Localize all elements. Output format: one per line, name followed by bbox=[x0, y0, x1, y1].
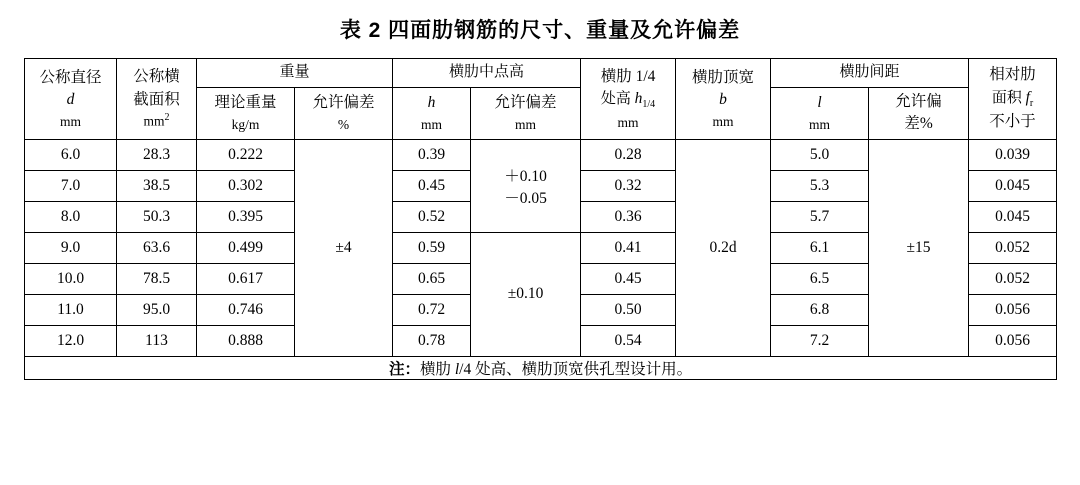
cell-area: 50.3 bbox=[117, 201, 197, 232]
header-quarter-height: 横肋 1/4 处高 $h_{1/4}$ mm bbox=[581, 59, 676, 140]
cell-theoretical-weight: 0.746 bbox=[197, 294, 295, 325]
cell-diameter: 6.0 bbox=[25, 139, 117, 170]
table-row bbox=[25, 139, 1057, 170]
cell-spacing: 6.5 bbox=[771, 263, 869, 294]
cell-spacing-tolerance: ±15 bbox=[869, 139, 969, 356]
cell-quarter-height: 0.28 bbox=[581, 139, 676, 170]
header-row-1 bbox=[25, 59, 1057, 88]
cell-mid-height: 0.59 bbox=[393, 232, 471, 263]
cell-relative-rib-area: 0.045 bbox=[969, 170, 1057, 201]
cell-top-width: 0.2d bbox=[676, 139, 771, 356]
cell-spacing: 5.7 bbox=[771, 201, 869, 232]
table-header bbox=[25, 59, 1057, 140]
cell-area: 113 bbox=[117, 325, 197, 356]
note-text-a: 横肋 bbox=[419, 360, 455, 378]
cell-diameter: 7.0 bbox=[25, 170, 117, 201]
cell-mid-height: 0.39 bbox=[393, 139, 471, 170]
cell-area: 78.5 bbox=[117, 263, 197, 294]
cell-relative-rib-area: 0.045 bbox=[969, 201, 1057, 232]
cell-relative-rib-area: 0.056 bbox=[969, 294, 1057, 325]
cell-diameter: 9.0 bbox=[25, 232, 117, 263]
cell-mid-height: 0.72 bbox=[393, 294, 471, 325]
cell-mid-height: 0.45 bbox=[393, 170, 471, 201]
cell-theoretical-weight: 0.617 bbox=[197, 263, 295, 294]
note-text-b: /4 处高、横肋顶宽供孔型设计用。 bbox=[459, 360, 693, 378]
header-group-mid-height: 横肋中点高 bbox=[393, 59, 581, 88]
cell-area: 28.3 bbox=[117, 139, 197, 170]
cell-quarter-height: 0.36 bbox=[581, 201, 676, 232]
table-note bbox=[25, 356, 1057, 379]
cell-theoretical-weight: 0.222 bbox=[197, 139, 295, 170]
cell-quarter-height: 0.32 bbox=[581, 170, 676, 201]
cell-diameter: 11.0 bbox=[25, 294, 117, 325]
header-mid-height: h mm bbox=[393, 87, 471, 139]
header-mid-height-tolerance: 允许偏差 mm bbox=[471, 87, 581, 139]
cell-area: 63.6 bbox=[117, 232, 197, 263]
header-group-weight: 重量 bbox=[197, 59, 393, 88]
cell-theoretical-weight: 0.888 bbox=[197, 325, 295, 356]
cell-diameter: 10.0 bbox=[25, 263, 117, 294]
table-container bbox=[0, 58, 1080, 380]
header-nominal-area: 公称横 截面积 $mm^2$ bbox=[117, 59, 197, 140]
cell-quarter-height: 0.54 bbox=[581, 325, 676, 356]
header-theoretical-weight: 理论重量 kg/m bbox=[197, 87, 295, 139]
note-symbol: l bbox=[454, 360, 460, 378]
cell-relative-rib-area: 0.052 bbox=[969, 232, 1057, 263]
cell-weight-tolerance: ±4 bbox=[295, 139, 393, 356]
cell-theoretical-weight: 0.395 bbox=[197, 201, 295, 232]
cell-area: 38.5 bbox=[117, 170, 197, 201]
header-quarter-height-sym: 处高 $h_{1/4}$ bbox=[600, 90, 656, 111]
cell-diameter: 8.0 bbox=[25, 201, 117, 232]
header-top-width: 横肋顶宽 b mm bbox=[676, 59, 771, 140]
cell-quarter-height: 0.45 bbox=[581, 263, 676, 294]
header-weight-tolerance: 允许偏差 % bbox=[295, 87, 393, 139]
cell-relative-rib-area: 0.052 bbox=[969, 263, 1057, 294]
cell-mid-height: 0.78 bbox=[393, 325, 471, 356]
header-spacing-length: l mm bbox=[771, 87, 869, 139]
table-body bbox=[25, 139, 1057, 379]
cell-spacing: 7.2 bbox=[771, 325, 869, 356]
header-nominal-area-unit: $mm^2$ bbox=[143, 112, 170, 129]
cell-mid-height-tolerance-group1: ＋0.10 －0.05 bbox=[471, 139, 581, 232]
cell-spacing: 5.0 bbox=[771, 139, 869, 170]
cell-quarter-height: 0.50 bbox=[581, 294, 676, 325]
cell-relative-rib-area: 0.039 bbox=[969, 139, 1057, 170]
cell-area: 95.0 bbox=[117, 294, 197, 325]
cell-spacing: 6.1 bbox=[771, 232, 869, 263]
specification-table bbox=[24, 58, 1057, 380]
header-group-spacing: 横肋间距 bbox=[771, 59, 969, 88]
header-relative-rib-area: 相对肋 面积 $f_r$ 不小于 bbox=[969, 59, 1057, 140]
header-nominal-diameter: 公称直径 d mm bbox=[25, 59, 117, 140]
cell-mid-height: 0.65 bbox=[393, 263, 471, 294]
cell-relative-rib-area: 0.056 bbox=[969, 325, 1057, 356]
cell-diameter: 12.0 bbox=[25, 325, 117, 356]
note-label: 注： bbox=[388, 360, 420, 378]
page-title: 表 2 四面肋钢筋的尺寸、重量及允许偏差 bbox=[339, 19, 741, 42]
cell-mid-height-tolerance-group2: ±0.10 bbox=[471, 232, 581, 356]
cell-mid-height: 0.52 bbox=[393, 201, 471, 232]
table-note-row bbox=[25, 356, 1057, 379]
cell-theoretical-weight: 0.302 bbox=[197, 170, 295, 201]
cell-spacing: 5.3 bbox=[771, 170, 869, 201]
cell-quarter-height: 0.41 bbox=[581, 232, 676, 263]
header-relative-rib-area-sym: 面积 $f_r$ bbox=[991, 88, 1034, 109]
header-spacing-tolerance: 允许偏 差% bbox=[869, 87, 969, 139]
cell-spacing: 6.8 bbox=[771, 294, 869, 325]
cell-theoretical-weight: 0.499 bbox=[197, 232, 295, 263]
